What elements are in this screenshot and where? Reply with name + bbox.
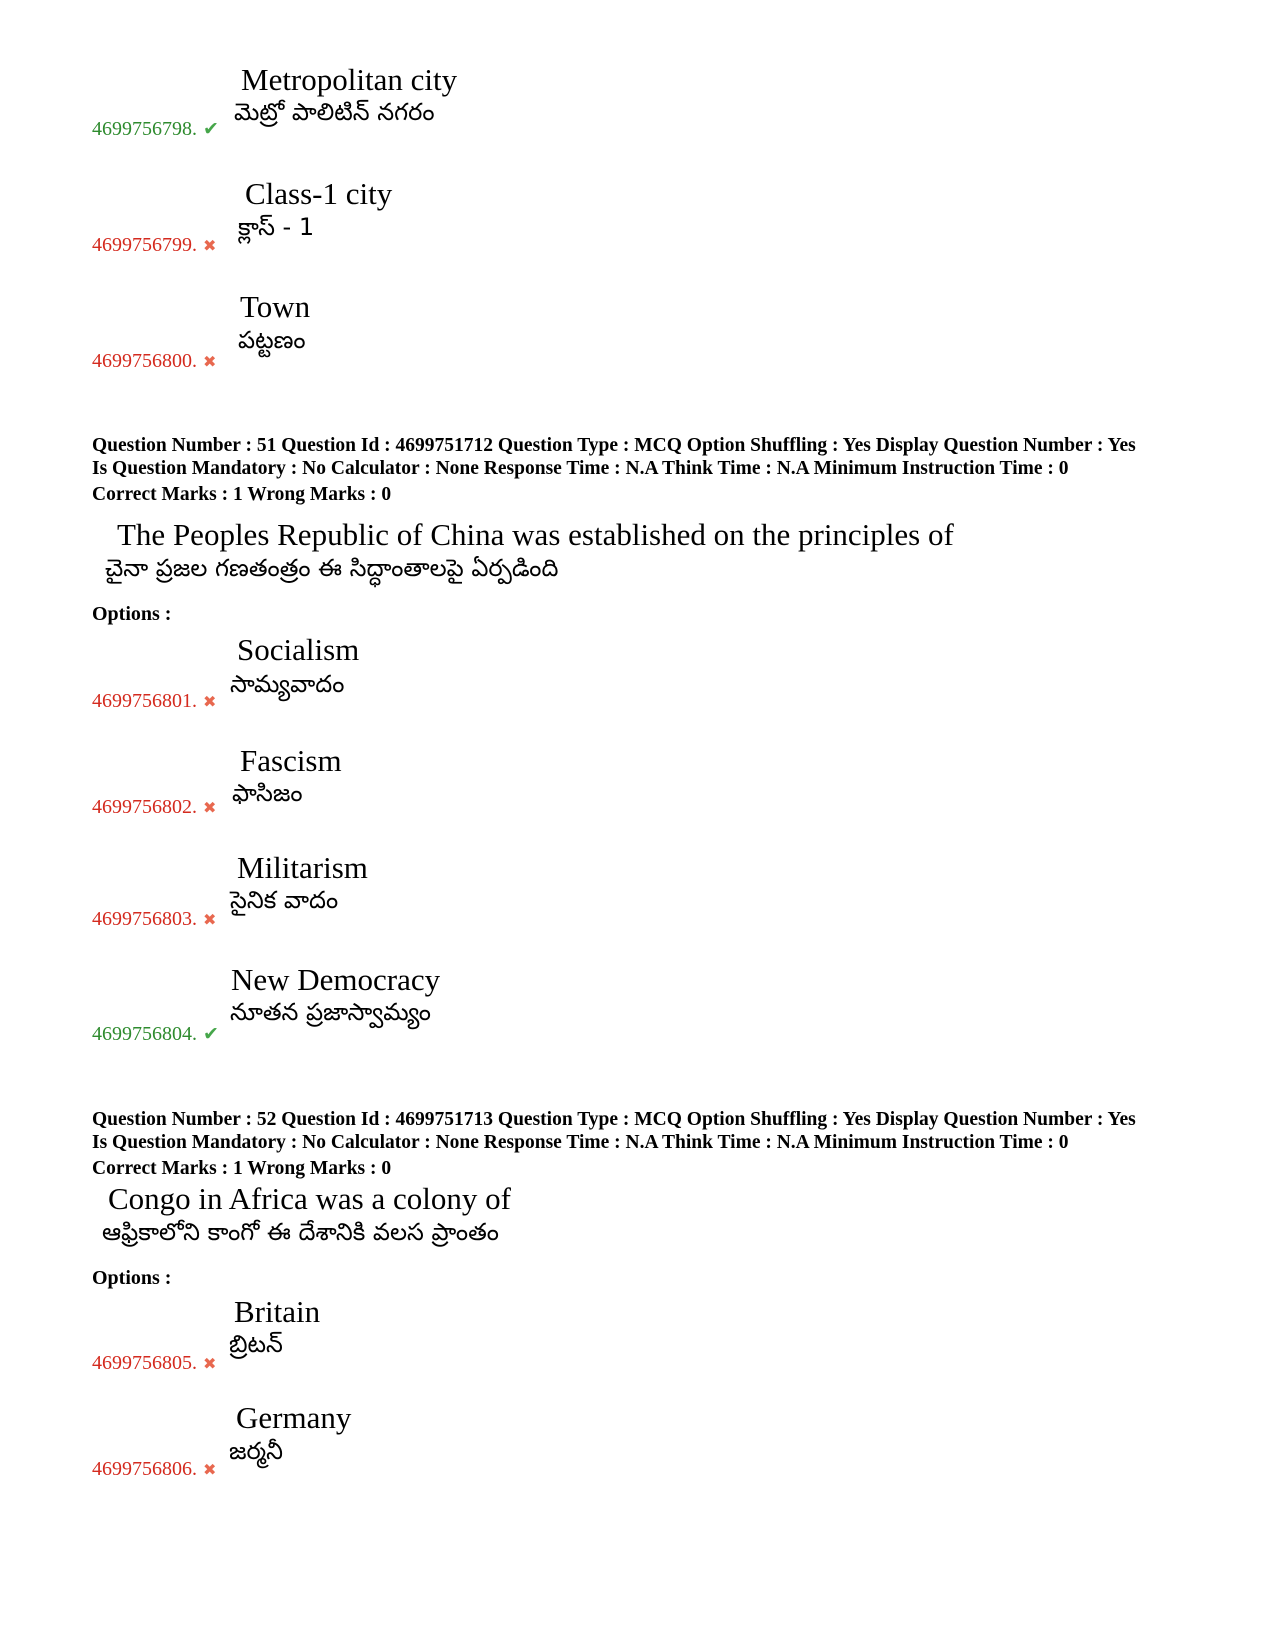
cross-icon: ✖ bbox=[203, 912, 217, 929]
question-header-line1: Question Number : 51 Question Id : 4699751712 Question Type : MCQ Option Shuffling : Yes Display Question Number : Yes bbox=[92, 435, 1136, 456]
question-marks: Correct Marks : 1 Wrong Marks : 0 bbox=[92, 484, 392, 505]
question-header-line2: Is Question Mandatory : No Calculator : None Response Time : N.A Think Time : N.A Minimum Instruction Time : 0 bbox=[92, 458, 1069, 479]
cross-icon: ✖ bbox=[203, 694, 217, 711]
option-id: 4699756800. ✖ bbox=[92, 350, 217, 372]
check-icon: ✔ bbox=[203, 1024, 219, 1045]
option-text-en: Socialism bbox=[237, 632, 360, 667]
option-text-en: Britain bbox=[234, 1294, 321, 1329]
option-id: 4699756802. ✖ bbox=[92, 796, 217, 818]
question-text-te: ఆఫ్రికాలోని కాంగో ఈ దేశానికి వలస ప్రాంతం bbox=[102, 1218, 499, 1246]
question-text-en: Congo in Africa was a colony of bbox=[108, 1181, 511, 1216]
option-text-te: సైనిక వాదం bbox=[230, 886, 339, 914]
question-text-en: The Peoples Republic of China was established on the principles of bbox=[117, 517, 954, 552]
option-text-en: Germany bbox=[236, 1400, 352, 1435]
option-text-te: క్లాస్ - 1 bbox=[238, 213, 315, 241]
cross-icon: ✖ bbox=[203, 1462, 217, 1479]
option-id: 4699756805. ✖ bbox=[92, 1352, 217, 1374]
option-text-te: బ్రిటన్ bbox=[229, 1330, 283, 1358]
option-id: 4699756801. ✖ bbox=[92, 690, 217, 712]
question-marks: Correct Marks : 1 Wrong Marks : 0 bbox=[92, 1158, 392, 1179]
cross-icon: ✖ bbox=[203, 238, 217, 255]
option-text-te: ఫాసిజం bbox=[232, 779, 303, 807]
option-id: 4699756806. ✖ bbox=[92, 1458, 217, 1480]
option-text-en: Town bbox=[240, 289, 311, 324]
cross-icon: ✖ bbox=[203, 800, 217, 817]
option-text-en: Militarism bbox=[237, 850, 368, 885]
option-text-te: జర్మనీ bbox=[229, 1437, 283, 1465]
option-id: 4699756799. ✖ bbox=[92, 234, 217, 256]
option-text-te: పట్టణం bbox=[238, 326, 306, 354]
options-label: Options : bbox=[92, 603, 172, 625]
option-text-en: Metropolitan city bbox=[241, 62, 458, 97]
option-text-en: Fascism bbox=[240, 743, 342, 778]
options-label: Options : bbox=[92, 1267, 172, 1289]
option-id: 4699756804. ✔ bbox=[92, 1023, 219, 1045]
option-text-te: మెట్రో పాలిటిన్ నగరం bbox=[234, 98, 435, 126]
question-text-te: చైనా ప్రజల గణతంత్రం ఈ సిద్ధాంతాలపై ఏర్పడింది bbox=[105, 554, 559, 582]
option-text-te: నూతన ప్రజాస్వామ్యం bbox=[230, 998, 431, 1026]
option-id: 4699756803. ✖ bbox=[92, 908, 217, 930]
question-header-line1: Question Number : 52 Question Id : 4699751713 Question Type : MCQ Option Shuffling : Yes Display Question Number : Yes bbox=[92, 1109, 1136, 1130]
cross-icon: ✖ bbox=[203, 1356, 217, 1373]
question-header-line2: Is Question Mandatory : No Calculator : None Response Time : N.A Think Time : N.A Minimum Instruction Time : 0 bbox=[92, 1132, 1069, 1153]
cross-icon: ✖ bbox=[203, 354, 217, 371]
option-text-en: Class-1 city bbox=[245, 176, 393, 211]
option-id: 4699756798. ✔ bbox=[92, 118, 219, 140]
option-text-te: సామ్యవాదం bbox=[230, 670, 345, 698]
option-text-en: New Democracy bbox=[231, 962, 441, 997]
check-icon: ✔ bbox=[203, 119, 219, 140]
